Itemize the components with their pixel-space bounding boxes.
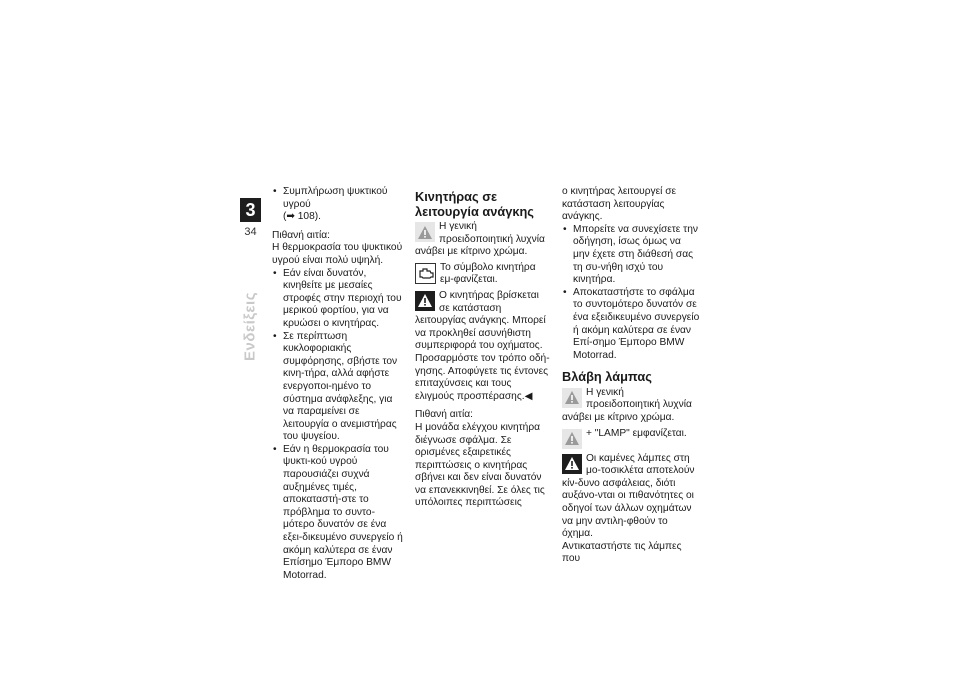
general-warning-light-icon xyxy=(415,222,435,242)
chapter-tab: 3 xyxy=(240,198,261,222)
bullet-text: Συμπλήρωση ψυκτικού υγρού xyxy=(283,186,388,210)
column-2 xyxy=(415,186,550,510)
cause-label: Πιθανή αιτία: xyxy=(415,409,473,421)
cause-text: Η θερμοκρασία του ψυκτικού υγρού είναι πολύ υψηλή. xyxy=(272,242,403,266)
emergency-mode-continuation: ο κινητήρας λειτουργεί σε κατάσταση λειτουργίας ανάγκης. xyxy=(562,186,677,223)
cause-label: Πιθανή αιτία: xyxy=(272,229,330,241)
chapter-vertical-title: Ενδείξεις xyxy=(241,292,259,361)
general-warning-light-text: Η γενική προειδοποιητική λυχνία ανάβει με κίτρινο χρώμα. xyxy=(415,221,545,258)
engine-icon xyxy=(415,263,436,284)
warning-triangle-icon xyxy=(415,291,435,311)
section-heading-lamp-fault: Βλάβη λάμπας xyxy=(562,369,652,385)
adjust-driving-text: Προσαρμόστε τον τρόπο οδή-γησης. Αποφύγετε τις έντονες επιταχύνσεις και τους ελιγμούς προσπέρασης.◀ xyxy=(415,352,550,402)
bullet-medium-rpm: • Εάν είναι δυνατόν, κινηθείτε με μεσαίες στροφές στην περιοχή του μερικού φορτίου, για να κρυώσει ο κινητήρας. xyxy=(272,268,406,331)
bullet-coolant-refill xyxy=(272,186,406,224)
bullet-workshop: • Εάν η θερμοκρασία του ψυκτι-κού υγρού παρουσιάζει συχνά αυξημένες τιμές, αποκαταστή-στε το πρόβλημα το συντο-μότερο δυνατόν σε ένα εξει-δικευμένο συνεργείο ή ακόμη καλύτερα σε έναν Επίσημο Έμπορο BMW Motorrad. xyxy=(272,444,406,583)
section-heading-emergency-mode: Κινητήρας σε λειτουργία ανάγκης xyxy=(415,189,534,219)
cause-text: Η μονάδα ελέγχου κινητήρα διέγνωσε σφάλμα. Σε ορισμένες εξαιρετικές περιπτώσεις ο κινητήρας σβήνει και δεν είναι δυνατόν να επανεκκινηθεί. Σε όλες τις υπόλοιπες περιπτώσεις xyxy=(415,421,545,509)
page-number: 34 xyxy=(244,226,257,238)
bullet-continue-riding: • Μπορείτε να συνεχίσετε την οδήγηση, ίσως όμως να μην έχετε στη διάθεσή σας τη συ-νήθη ισχύ του κινητήρα. xyxy=(562,224,700,287)
warning-emergency-mode: Ο κινητήρας βρίσκεται σε κατάσταση λειτουργίας ανάγκης. Μπορεί να προκληθεί ασυνήθιστη συμπεριφορά του οχήματος. xyxy=(415,289,546,352)
replace-lamps-text: Αντικαταστήστε τις λάμπες που xyxy=(562,540,682,565)
bullet-fix-fault: • Αποκαταστήστε το σφάλμα το συντομότερο δυνατόν σε ένα εξειδικευμένο συνεργείο ή ακόμη καλύτερα σε έναν Επί-σημο Έμπορο BMW Motorrad. xyxy=(562,287,700,363)
engine-symbol-text: Το σύμβολο κινητήρα εμ-φανίζεται. xyxy=(415,262,550,287)
general-warning-light-text: Η γενική προειδοποιητική λυχνία ανάβει με κίτρινο χρώμα. xyxy=(562,386,692,423)
page-reference: (➡ 108). xyxy=(283,211,321,223)
warning-lamp-failure: Οι καμένες λάμπες στη μο-τοσικλέτα αποτελούν κίν-δυνο ασφάλειας, διότι αυξάνο-νται οι πιθανότητες οι οδηγοί των άλλων οχημάτων να μην αντιλη-φθούν το όχημα. xyxy=(562,452,695,540)
column-1 xyxy=(272,186,406,582)
bullet-traffic-jam: • Σε περίπτωση κυκλοφοριακής συμφόρησης, σβήστε τον κινη-τήρα, αλλά αφήστε ενεργοποι-ημένο το σύστημα ανάφλεξης, για να παραμείνει σε λειτουργία ο ανεμιστήρας του ψυγείου. xyxy=(272,331,406,444)
warning-triangle-icon xyxy=(562,454,582,474)
lamp-display-text: + "LAMP" εμφανίζεται. xyxy=(562,428,700,450)
general-warning-light-icon xyxy=(562,429,582,449)
column-3 xyxy=(562,186,700,566)
general-warning-light-icon xyxy=(562,388,582,408)
